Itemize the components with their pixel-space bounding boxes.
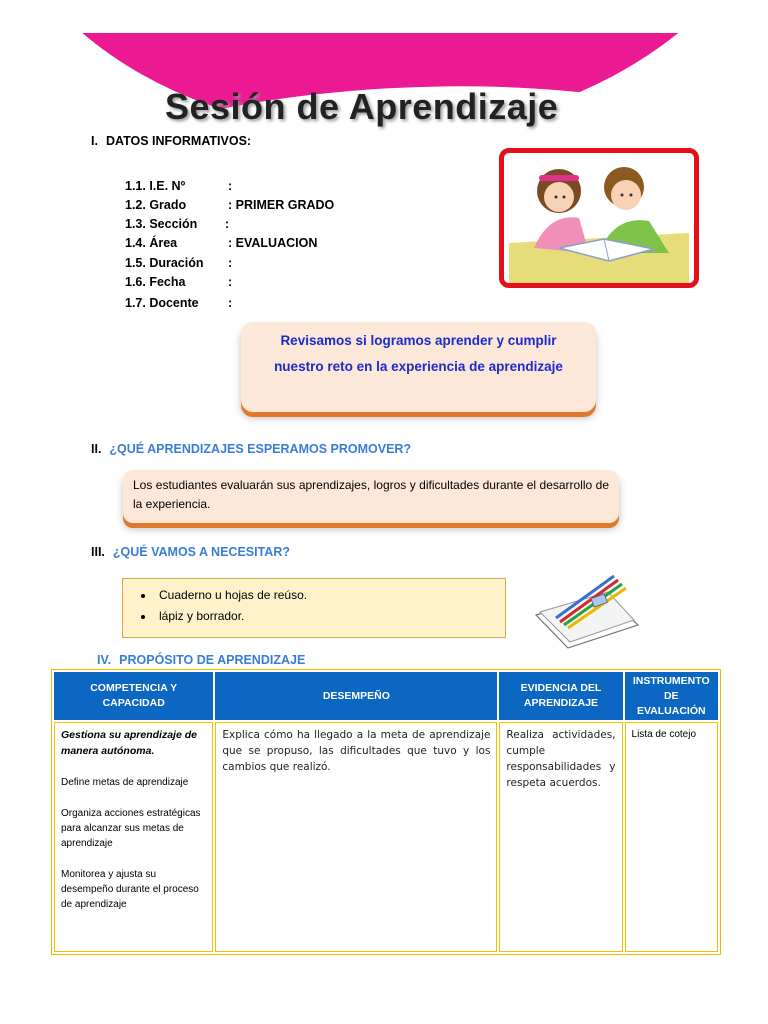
reto-text: Revisamos si logramos aprender y cumplir nuestro reto en la experiencia de aprendizaje <box>274 333 563 374</box>
section-necesitar-heading <box>91 545 290 559</box>
info-value: : <box>228 275 233 289</box>
section-title: PROPÓSITO DE APRENDIZAJE <box>119 653 306 667</box>
info-label: 1.5. Duración <box>125 256 204 270</box>
section-aprendizajes-heading <box>91 442 411 456</box>
section-number: II. <box>91 442 102 456</box>
reto-callout <box>241 322 596 412</box>
section-number: IV. <box>97 653 112 667</box>
cell-desempeno: Explica cómo ha llegado a la meta de aprendizaje que se propuso, las dificultades que tuvo y los cambios que realizó. <box>215 722 497 952</box>
info-value: : EVALUACION <box>228 236 318 250</box>
aprendizajes-callout <box>123 470 619 523</box>
capacidad-item: Organiza acciones estratégicas para alcanzar sus metas de aprendizaje <box>61 808 201 849</box>
info-label: 1.1. I.E. Nº <box>125 179 186 193</box>
info-label: 1.7. Docente <box>125 296 199 310</box>
section-number: I. <box>91 134 98 148</box>
info-value: : PRIMER GRADO <box>228 198 335 212</box>
table-row <box>54 722 718 952</box>
info-value: : <box>228 179 233 193</box>
info-row-seccion <box>125 217 230 231</box>
header-evidencia: EVIDENCIA DEL APRENDIZAJE <box>499 672 622 720</box>
materials-box <box>122 578 506 638</box>
section-datos-heading <box>91 134 251 148</box>
section-proposito-heading <box>97 653 305 667</box>
section-title: DATOS INFORMATIVOS: <box>105 134 252 148</box>
info-row-docente <box>125 296 233 310</box>
capacidad-item: Monitorea y ajusta su desempeño durante el proceso de aprendizaje <box>61 869 199 910</box>
table-header-row <box>54 672 718 720</box>
header-instrumento: INSTRUMENTO DE EVALUACIÓN <box>625 672 718 720</box>
proposito-table <box>51 669 721 955</box>
header-competencia: COMPETENCIA Y CAPACIDAD <box>54 672 213 720</box>
aprendizajes-text: Los estudiantes evaluarán sus aprendizajes, logros y dificultades durante el desarrollo de la experiencia. <box>133 478 609 511</box>
info-row-grado <box>125 198 335 212</box>
info-value: : <box>228 296 233 310</box>
section-number: III. <box>91 545 105 559</box>
materials-list <box>123 579 505 627</box>
info-row-duracion <box>125 256 233 270</box>
students-illustration-icon <box>504 153 694 283</box>
cell-competencia <box>54 722 213 952</box>
page-title: Sesión de Aprendizaje <box>165 86 559 127</box>
info-label: 1.4. Área <box>125 236 178 250</box>
students-reading-illustration <box>499 148 699 288</box>
material-item: • lápiz y borrador. <box>155 606 505 627</box>
cell-instrumento: Lista de cotejo <box>625 722 718 952</box>
info-row-ie <box>125 179 233 193</box>
info-row-area <box>125 236 318 250</box>
info-label: 1.3. Sección <box>125 217 198 231</box>
capacidad-item: Define metas de aprendizaje <box>61 777 189 788</box>
section-title: ¿QUÉ APRENDIZAJES ESPERAMOS PROMOVER? <box>109 442 412 456</box>
info-label: 1.6. Fecha <box>125 275 186 289</box>
notebook-pencils-icon <box>526 570 646 650</box>
header-desempeno: DESEMPEÑO <box>215 672 497 720</box>
info-value: : <box>228 256 233 270</box>
info-value: : <box>225 217 230 231</box>
info-row-fecha <box>125 275 233 289</box>
info-label: 1.2. Grado <box>125 198 187 212</box>
competencia-title: Gestiona su aprendizaje de manera autónoma. <box>61 729 197 757</box>
cell-evidencia: Realiza actividades, cumple responsabilidades y respeta acuerdos. <box>499 722 622 952</box>
section-title: ¿QUÉ VAMOS A NECESITAR? <box>112 545 290 559</box>
material-item: • Cuaderno u hojas de reúso. <box>155 585 505 606</box>
